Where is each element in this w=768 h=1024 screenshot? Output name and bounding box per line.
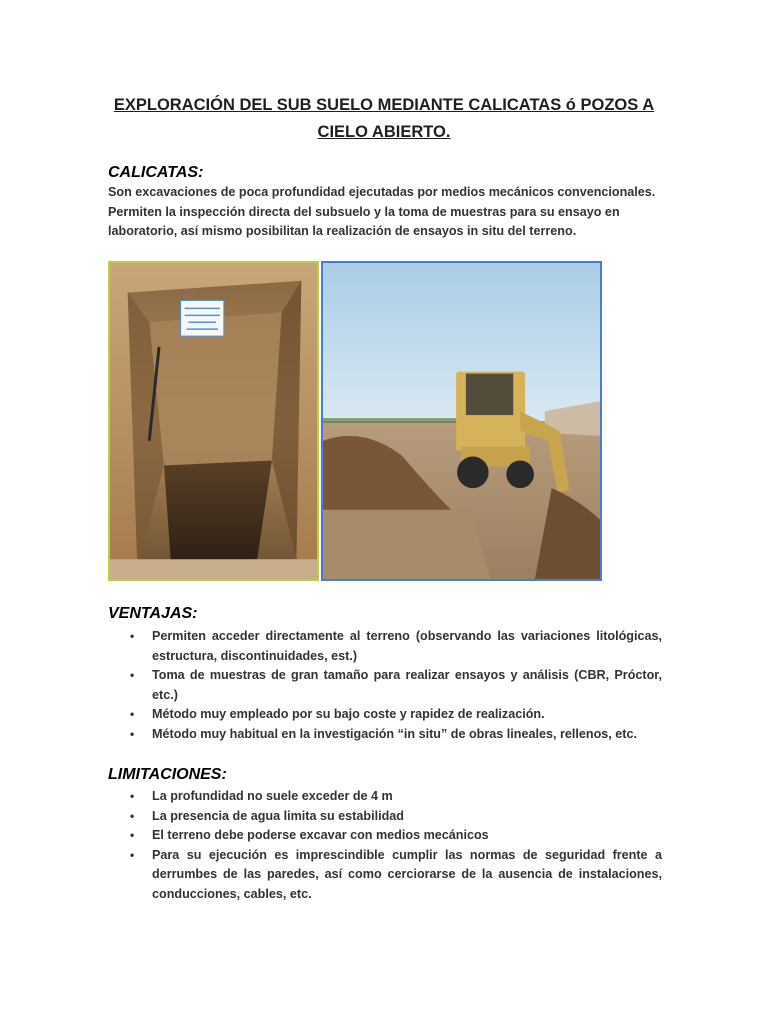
limitaciones-heading: LIMITACIONES: (108, 766, 227, 783)
list-item (130, 807, 662, 827)
list-item-text: La presencia de agua limita su estabilidad (152, 808, 404, 823)
list-item-text: Método muy habitual en la investigación “in situ” de obras lineales, rellenos, etc. (152, 726, 637, 741)
list-item (130, 705, 662, 725)
list-item-text: El terreno debe poderse excavar con medios mecánicos (152, 828, 489, 843)
list-item-text: La profundidad no suele exceder de 4 m (152, 789, 393, 803)
bullet-icon: • (130, 828, 135, 843)
bullet-icon: • (130, 847, 135, 862)
pit-image (110, 263, 317, 579)
document-title: EXPLORACIÓN DEL SUB SUELO MEDIANTE CALICATAS ó POZOS A CIELO ABIERTO. (113, 96, 655, 141)
list-item-text: Toma de muestras de gran tamaño para realizar ensayos y análisis (CBR, Próctor, etc.) (152, 668, 662, 702)
ventajas-heading: VENTAJAS: (108, 605, 198, 622)
backhoe-photo (321, 261, 602, 581)
list-item (130, 666, 662, 705)
list-item (130, 725, 662, 745)
calicatas-paragraph: Son excavaciones de poca profundidad ejecutadas por medios mecánicos convencionales. Permiten la inspección directa del subsuelo y la toma de muestras para su ensayo en laboratorio, así mismo posibilitan la realización de ensayos in situ del terreno. (108, 185, 656, 239)
bullet-icon: • (130, 707, 135, 722)
ventajas-list (130, 627, 662, 745)
limitaciones-list (130, 787, 662, 905)
list-item-text: Permiten acceder directamente al terreno (observando las variaciones litológicas, estructura, discontinuidades, est.) (152, 629, 662, 663)
bullet-icon: • (130, 808, 135, 823)
pit-photo (108, 261, 319, 581)
list-item-text: Para su ejecución es imprescindible cumplir las normas de seguridad frente a derrumbes de las paredes, así como cerciorarse de la ausencia de instalaciones, conducciones, cables, etc. (152, 847, 662, 901)
bullet-icon: • (130, 668, 135, 683)
list-item (130, 787, 662, 807)
bullet-icon: • (130, 629, 135, 643)
backhoe-image (323, 263, 600, 579)
list-item (130, 826, 662, 846)
bullet-icon: • (130, 789, 135, 803)
list-item (130, 627, 662, 666)
calicatas-heading: CALICATAS: (108, 164, 204, 181)
list-item-text: Método muy empleado por su bajo coste y rapidez de realización. (152, 707, 545, 722)
bullet-icon: • (130, 726, 135, 741)
list-item (130, 846, 662, 905)
